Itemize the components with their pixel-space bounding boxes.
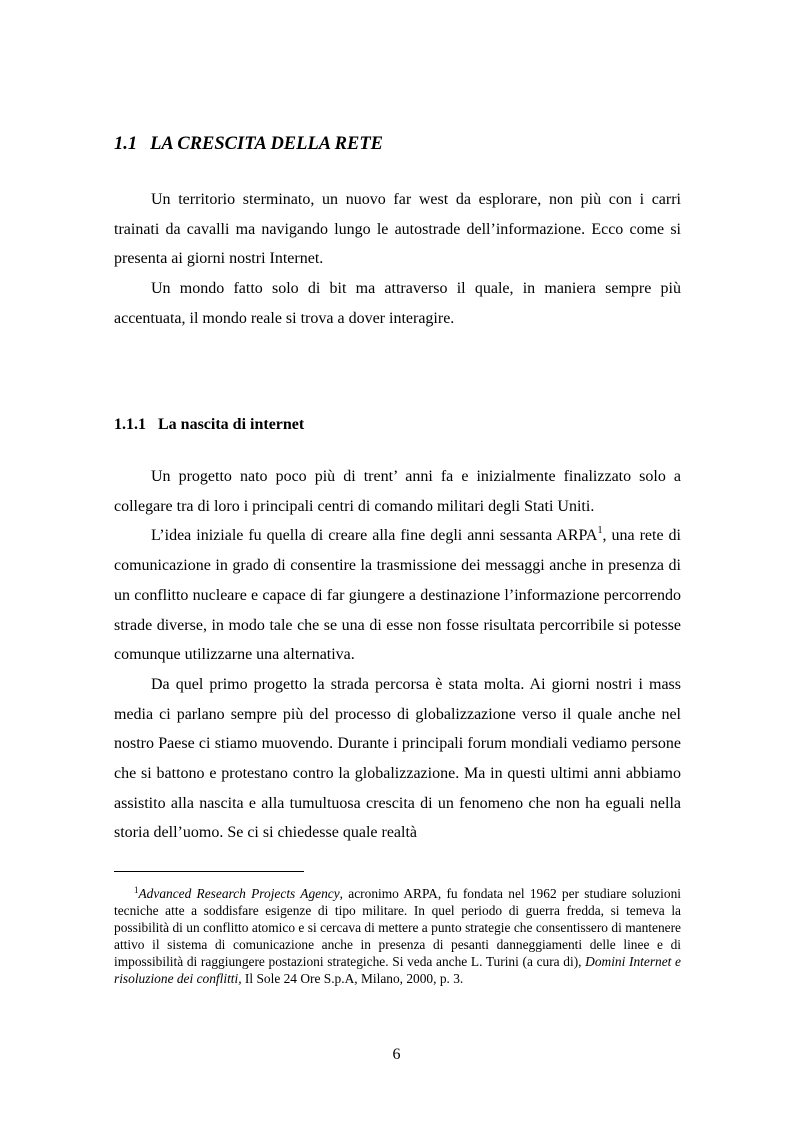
footnote-body: Il Sole 24 Ore S.p.A, Milano, 2000, p. 3. <box>241 971 464 986</box>
page-number: 6 <box>392 1046 401 1063</box>
footnote-text <box>114 885 681 987</box>
paragraph: Un territorio sterminato, un nuovo far west da esplorare, non più con i carri trainati da cavalli ma navigando lungo le autostrade dell’informazione. Ecco come si presenta ai giorni nostri Internet. <box>114 191 681 268</box>
subsection-body <box>114 462 681 848</box>
footnote-italic-term: Advanced Research Projects Agency <box>138 886 340 901</box>
subsection-heading <box>114 416 304 434</box>
section-title: LA CRESCITA DELLA RETE <box>150 134 384 154</box>
footnote <box>114 885 681 987</box>
subsection-title: La nascita di internet <box>158 416 305 433</box>
footnote-marker: 1 <box>134 885 139 895</box>
section-heading <box>114 134 383 155</box>
footnote-separator <box>114 871 304 872</box>
section-number: 1.1 <box>114 134 138 154</box>
footnote-body: , acronimo ARPA, fu fondata nel 1962 per studiare soluzioni tecniche atte a soddisfare esigenze di tipo militare. In quel periodo di guerra fredda, si temeva la possibilità di un conflitto atomico e si cercava di mettere a punto strategie che consentissero di mantenere attivo il sistema di comunicazione anche in presenza di pesanti danneggiamenti delle linee e di impossibilità di raggiungere postazioni strategiche. Si veda anche L. Turini (a cura di), <box>114 886 681 969</box>
footnote-reference: 1 <box>597 525 603 537</box>
paragraph: Da quel primo progetto la strada percorsa è stata molta. Ai giorni nostri i mass media ci parlano sempre più del processo di globalizzazione verso il quale anche nel nostro Paese ci stiamo muovendo. Durante i principali forum mondiali vediamo persone che si battono e protestano contro la globalizzazione. Ma in questi ultimi anni abbiamo assistito alla nascita e alla tumultuosa crescita di un fenomeno che non ha eguali nella storia dell’uomo. Se ci si chiedesse quale realtà <box>114 675 681 842</box>
paragraph: Un mondo fatto solo di bit ma attraverso il quale, in maniera sempre più accentuata, il mondo reale si trova a dover interagire. <box>114 280 681 327</box>
paragraph <box>114 521 681 670</box>
paragraph-text: , una rete di comunicazione in grado di consentire la trasmissione dei messaggi anche in presenza di un conflitto nucleare e capace di far giungere a destinazione l’informazione percorrendo strade diverse, in modo tale che se una di esse non fosse risultata percorribile si potesse comunque utilizzarne una alternativa. <box>114 527 682 664</box>
subsection-number: 1.1.1 <box>114 416 146 433</box>
footnote-italic-title: Domini Internet e risoluzione dei conflitti, <box>114 954 682 986</box>
paragraph-text: L’idea iniziale fu quella di creare alla fine degli anni sessanta ARPA <box>151 527 598 545</box>
paragraph: Un progetto nato poco più di trent’ anni fa e inizialmente finalizzato solo a collegare tra di loro i principali centri di comando militari degli Stati Uniti. <box>114 468 681 515</box>
section-intro <box>114 185 681 334</box>
